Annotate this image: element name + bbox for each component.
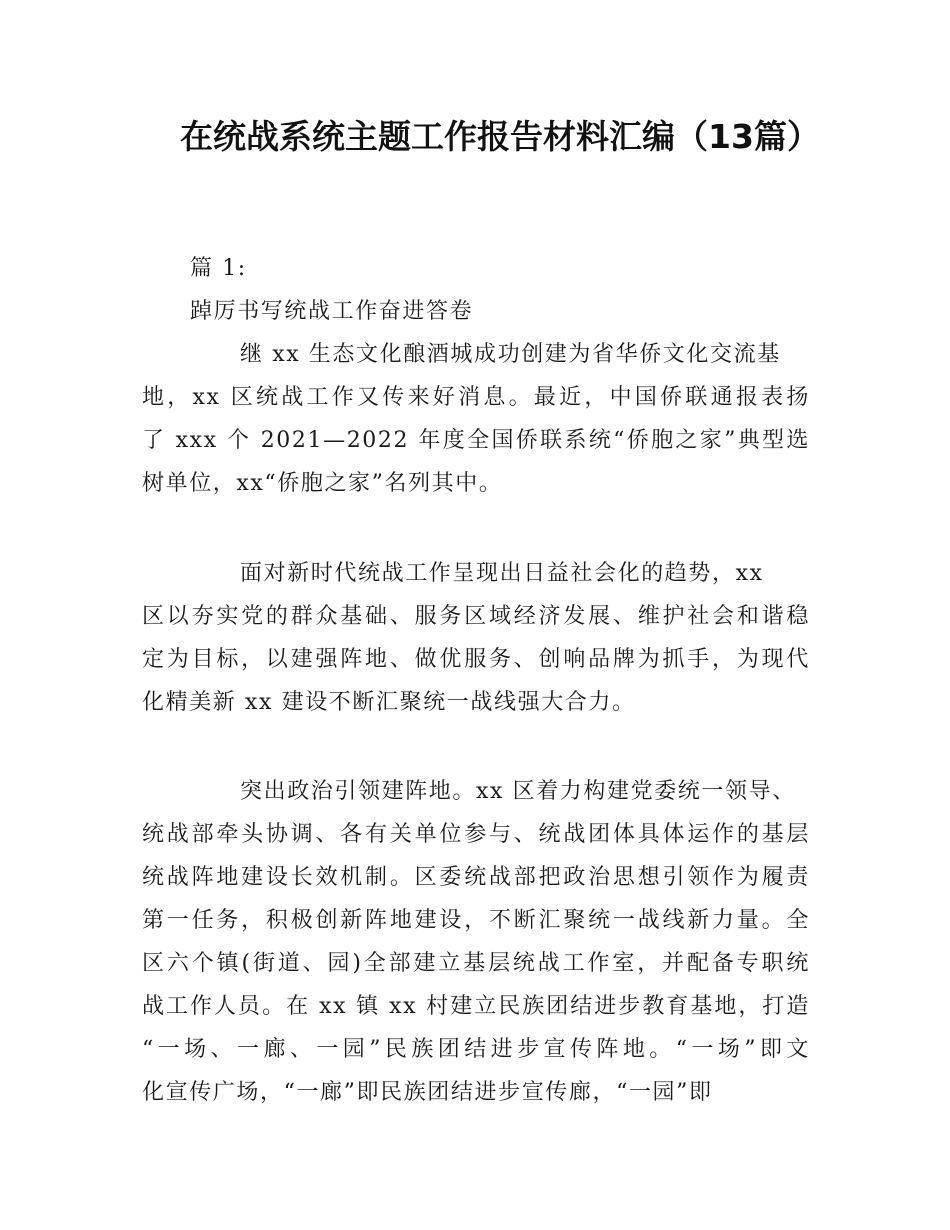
- paragraph-line: 统战阵地建设长效机制。区委统战部把政治思想引领作为履责: [142, 865, 810, 890]
- paragraph-line: 化宣传广场，“一廊”即民族团结进步宣传廊，“一园”即: [142, 1080, 713, 1105]
- paragraph-line: 突出政治引领建阵地。xx 区着力构建党委统一领导、: [240, 779, 796, 804]
- paragraph-line: 战工作人员。在 xx 镇 xx 村建立民族团结进步教育基地，打造: [142, 994, 810, 1019]
- paragraph-line: “一场、一廊、一园”民族团结进步宣传阵地。“一场”即文: [142, 1037, 810, 1062]
- paragraph-line: 区六个镇(街道、园)全部建立基层统战工作室，并配备专职统: [142, 951, 810, 976]
- paragraph-line: 地，xx 区统战工作又传来好消息。最近，中国侨联通报表扬: [142, 385, 810, 410]
- paragraph-line: 第一任务，积极创新阵地建设，不断汇聚统一战线新力量。全: [142, 908, 810, 933]
- paragraph-line: 化精美新 xx 建设不断汇聚统一战线强大合力。: [142, 690, 636, 715]
- section-label: 篇 1:: [190, 256, 247, 281]
- document-title: 在统战系统主题工作报告材料汇编（13篇）: [180, 117, 820, 156]
- paragraph-line: 定为目标，以建强阵地、做优服务、创响品牌为抓手，为现代: [142, 647, 810, 672]
- article-subtitle: 踔厉书写统战工作奋进答卷: [190, 299, 474, 324]
- paragraph-line: 树单位，xx“侨胞之家”名列其中。: [142, 471, 503, 496]
- paragraph-line: 继 xx 生态文化酿酒城成功创建为省华侨文化交流基: [240, 342, 781, 367]
- paragraph-line: 了 xxx 个 2021—2022 年度全国侨联系统“侨胞之家”典型选: [142, 428, 810, 453]
- paragraph-line: 面对新时代统战工作呈现出日益社会化的趋势，xx: [240, 561, 764, 586]
- paragraph-line: 区以夯实党的群众基础、服务区域经济发展、维护社会和谐稳: [142, 604, 810, 629]
- paragraph-line: 统战部牵头协调、各有关单位参与、统战团体具体运作的基层: [142, 822, 810, 847]
